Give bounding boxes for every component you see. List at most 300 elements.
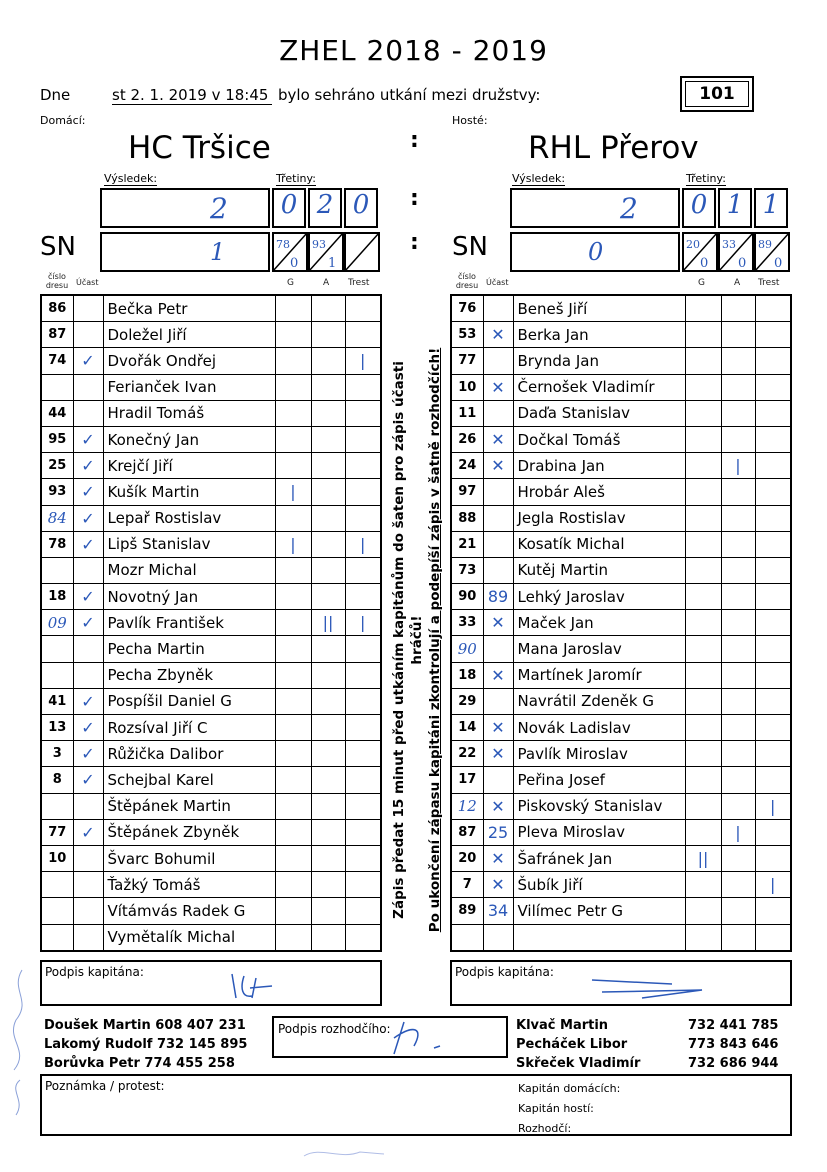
assists-cell[interactable] [311,741,345,767]
assists-cell[interactable] [311,793,345,819]
player-name[interactable]: Novotný Jan [103,584,275,610]
penalty-cell[interactable] [345,426,381,452]
penalty-cell[interactable]: | [345,531,381,557]
attendance-mark[interactable]: ✓ [73,584,103,610]
player-number[interactable]: 18 [41,584,73,610]
player-number[interactable]: 93 [41,479,73,505]
penalty-cell[interactable] [755,557,791,583]
player-name[interactable]: Štěpánek Martin [103,793,275,819]
player-name[interactable]: Krejčí Jiří [103,453,275,479]
attendance-mark[interactable] [73,845,103,871]
assists-cell[interactable]: || [311,610,345,636]
goals-cell[interactable] [275,767,311,793]
goals-cell[interactable] [275,322,311,348]
goals-cell[interactable] [275,584,311,610]
penalty-cell[interactable]: | [345,348,381,374]
player-name[interactable]: Kosatík Michal [513,531,685,557]
goals-cell[interactable] [685,557,721,583]
player-name[interactable]: Kušík Martin [103,479,275,505]
assists-cell[interactable] [721,557,755,583]
assists-cell[interactable] [721,662,755,688]
goals-cell[interactable] [275,688,311,714]
player-name[interactable]: Pospíšil Daniel G [103,688,275,714]
assists-cell[interactable] [311,453,345,479]
goals-cell[interactable] [275,924,311,951]
player-number[interactable]: 14 [451,715,483,741]
attendance-mark[interactable]: ✓ [73,688,103,714]
assists-cell[interactable] [721,348,755,374]
goals-cell[interactable] [275,505,311,531]
player-name[interactable]: Pavlík František [103,610,275,636]
player-number[interactable]: 90 [451,584,483,610]
penalty-cell[interactable] [755,688,791,714]
attendance-mark[interactable] [483,295,513,322]
player-number[interactable]: 77 [41,819,73,845]
player-number[interactable]: 41 [41,688,73,714]
goals-cell[interactable] [685,819,721,845]
player-number[interactable] [41,898,73,924]
penalty-cell[interactable] [345,322,381,348]
goals-cell[interactable] [685,505,721,531]
goals-cell[interactable]: | [275,479,311,505]
player-number[interactable]: 17 [451,767,483,793]
goals-cell[interactable] [275,400,311,426]
penalty-cell[interactable] [345,741,381,767]
player-number[interactable]: 20 [451,845,483,871]
assists-cell[interactable] [721,845,755,871]
assists-cell[interactable] [311,924,345,951]
attendance-mark[interactable]: ✓ [73,715,103,741]
player-number[interactable] [451,924,483,951]
player-name[interactable]: Vymětalík Michal [103,924,275,951]
goals-cell[interactable] [275,793,311,819]
player-number[interactable] [41,636,73,662]
attendance-mark[interactable] [483,924,513,951]
goals-cell[interactable] [685,531,721,557]
goals-cell[interactable] [685,453,721,479]
goals-cell[interactable] [275,819,311,845]
penalty-cell[interactable] [755,715,791,741]
attendance-mark[interactable] [483,400,513,426]
attendance-mark[interactable]: ✓ [73,767,103,793]
player-number[interactable]: 11 [451,400,483,426]
player-number[interactable]: 86 [41,295,73,322]
player-name[interactable]: Kutěj Martin [513,557,685,583]
assists-cell[interactable] [721,688,755,714]
player-number[interactable]: 7 [451,872,483,898]
attendance-mark[interactable]: ✕ [483,426,513,452]
player-name[interactable]: Konečný Jan [103,426,275,452]
player-number[interactable]: 73 [451,557,483,583]
player-name[interactable]: Martínek Jaromír [513,662,685,688]
assists-cell[interactable]: | [721,819,755,845]
penalty-cell[interactable] [755,898,791,924]
penalty-cell[interactable] [755,610,791,636]
assists-cell[interactable] [311,819,345,845]
assists-cell[interactable] [311,505,345,531]
assists-cell[interactable] [311,584,345,610]
attendance-mark[interactable] [483,348,513,374]
goals-cell[interactable] [685,584,721,610]
player-name[interactable]: Švarc Bohumil [103,845,275,871]
player-name[interactable]: Ťažký Tomáš [103,872,275,898]
player-number[interactable]: 84 [41,505,73,531]
penalty-cell[interactable] [755,453,791,479]
player-name[interactable]: Maček Jan [513,610,685,636]
penalty-cell[interactable] [755,636,791,662]
attendance-mark[interactable]: ✓ [73,819,103,845]
assists-cell[interactable] [721,767,755,793]
penalty-cell[interactable] [755,400,791,426]
player-number[interactable]: 77 [451,348,483,374]
player-number[interactable]: 53 [451,322,483,348]
player-number[interactable]: 74 [41,348,73,374]
attendance-mark[interactable]: ✕ [483,715,513,741]
attendance-mark[interactable] [73,793,103,819]
attendance-mark[interactable]: ✓ [73,453,103,479]
goals-cell[interactable] [275,610,311,636]
goals-cell[interactable] [685,688,721,714]
player-number[interactable]: 21 [451,531,483,557]
attendance-mark[interactable]: ✓ [73,479,103,505]
player-number[interactable]: 26 [451,426,483,452]
player-number[interactable]: 25 [41,453,73,479]
goals-cell[interactable] [685,662,721,688]
player-name[interactable]: Lipš Stanislav [103,531,275,557]
attendance-mark[interactable]: ✕ [483,322,513,348]
player-name[interactable]: Mozr Michal [103,557,275,583]
penalty-cell[interactable] [345,793,381,819]
player-name[interactable]: Černošek Vladimír [513,374,685,400]
player-name[interactable]: Beneš Jiří [513,295,685,322]
player-name[interactable]: Šubík Jiří [513,872,685,898]
assists-cell[interactable] [721,426,755,452]
attendance-mark[interactable] [73,295,103,322]
assists-cell[interactable] [721,610,755,636]
attendance-mark[interactable]: ✕ [483,872,513,898]
goals-cell[interactable] [275,898,311,924]
goals-cell[interactable] [685,793,721,819]
penalty-cell[interactable] [345,898,381,924]
player-number[interactable]: 10 [41,845,73,871]
goals-cell[interactable] [685,898,721,924]
player-name[interactable]: Hrobár Aleš [513,479,685,505]
player-number[interactable] [41,872,73,898]
goals-cell[interactable] [275,741,311,767]
attendance-mark[interactable]: 25 [483,819,513,845]
home-captain-signature-box[interactable] [40,960,382,1006]
goals-cell[interactable] [685,610,721,636]
goals-cell[interactable] [685,295,721,322]
penalty-cell[interactable] [345,505,381,531]
penalty-cell[interactable] [345,453,381,479]
assists-cell[interactable] [311,531,345,557]
player-name[interactable]: Rozsíval Jiří C [103,715,275,741]
penalty-cell[interactable] [345,767,381,793]
player-name[interactable]: Šafránek Jan [513,845,685,871]
assists-cell[interactable] [311,322,345,348]
goals-cell[interactable] [275,845,311,871]
assists-cell[interactable] [311,898,345,924]
penalty-cell[interactable] [345,924,381,951]
player-name[interactable]: Mana Jaroslav [513,636,685,662]
assists-cell[interactable] [311,400,345,426]
goals-cell[interactable] [275,872,311,898]
attendance-mark[interactable] [73,636,103,662]
assists-cell[interactable] [721,531,755,557]
penalty-cell[interactable] [755,531,791,557]
assists-cell[interactable] [311,348,345,374]
player-number[interactable] [41,924,73,951]
attendance-mark[interactable] [483,505,513,531]
attendance-mark[interactable] [73,400,103,426]
assists-cell[interactable] [721,715,755,741]
player-name[interactable]: Daďa Stanislav [513,400,685,426]
assists-cell[interactable] [721,322,755,348]
assists-cell[interactable] [311,845,345,871]
player-number[interactable]: 8 [41,767,73,793]
player-number[interactable] [41,374,73,400]
attendance-mark[interactable]: ✕ [483,845,513,871]
player-name[interactable]: Navrátil Zdeněk G [513,688,685,714]
goals-cell[interactable] [275,453,311,479]
attendance-mark[interactable] [483,557,513,583]
attendance-mark[interactable]: ✕ [483,741,513,767]
goals-cell[interactable] [275,426,311,452]
player-name[interactable]: Piskovský Stanislav [513,793,685,819]
player-name[interactable]: Drabina Jan [513,453,685,479]
penalty-cell[interactable]: | [755,793,791,819]
penalty-cell[interactable] [755,819,791,845]
assists-cell[interactable] [311,374,345,400]
assists-cell[interactable] [721,636,755,662]
goals-cell[interactable] [685,767,721,793]
penalty-cell[interactable] [755,295,791,322]
assists-cell[interactable] [311,767,345,793]
attendance-mark[interactable] [73,322,103,348]
referee-signature-box[interactable] [272,1016,508,1058]
goals-cell[interactable] [685,400,721,426]
player-number[interactable]: 89 [451,898,483,924]
attendance-mark[interactable]: ✕ [483,662,513,688]
penalty-cell[interactable] [755,348,791,374]
goals-cell[interactable] [275,348,311,374]
penalty-cell[interactable] [345,845,381,871]
player-name[interactable]: Pleva Miroslav [513,819,685,845]
assists-cell[interactable] [721,505,755,531]
player-name[interactable]: Lepař Rostislav [103,505,275,531]
goals-cell[interactable] [275,295,311,322]
player-name[interactable]: Novák Ladislav [513,715,685,741]
penalty-cell[interactable] [345,400,381,426]
player-name[interactable]: Jegla Rostislav [513,505,685,531]
penalty-cell[interactable] [755,662,791,688]
player-number[interactable]: 29 [451,688,483,714]
attendance-mark[interactable]: 34 [483,898,513,924]
penalty-cell[interactable] [755,924,791,951]
player-number[interactable]: 95 [41,426,73,452]
attendance-mark[interactable] [483,767,513,793]
goals-cell[interactable] [685,636,721,662]
penalty-cell[interactable] [345,715,381,741]
player-name[interactable]: Vilímec Petr G [513,898,685,924]
assists-cell[interactable] [311,557,345,583]
penalty-cell[interactable] [345,819,381,845]
assists-cell[interactable] [311,715,345,741]
player-name[interactable]: Berka Jan [513,322,685,348]
penalty-cell[interactable] [755,322,791,348]
penalty-cell[interactable]: | [755,872,791,898]
assists-cell[interactable] [311,872,345,898]
assists-cell[interactable] [311,688,345,714]
penalty-cell[interactable] [345,584,381,610]
attendance-mark[interactable] [73,557,103,583]
attendance-mark[interactable] [483,479,513,505]
goals-cell[interactable]: || [685,845,721,871]
penalty-cell[interactable] [755,741,791,767]
assists-cell[interactable] [721,924,755,951]
away-captain-signature-box[interactable] [450,960,792,1006]
assists-cell[interactable] [721,898,755,924]
assists-cell[interactable] [721,741,755,767]
attendance-mark[interactable] [73,872,103,898]
penalty-cell[interactable] [345,636,381,662]
goals-cell[interactable] [685,924,721,951]
player-number[interactable]: 10 [451,374,483,400]
attendance-mark[interactable]: ✕ [483,610,513,636]
attendance-mark[interactable]: ✓ [73,505,103,531]
player-number[interactable]: 09 [41,610,73,636]
player-name[interactable]: Bečka Petr [103,295,275,322]
penalty-cell[interactable] [755,845,791,871]
penalty-cell[interactable] [345,557,381,583]
player-number[interactable]: 13 [41,715,73,741]
goals-cell[interactable] [685,374,721,400]
attendance-mark[interactable] [73,898,103,924]
player-number[interactable]: 76 [451,295,483,322]
attendance-mark[interactable]: ✓ [73,348,103,374]
player-number[interactable]: 18 [451,662,483,688]
assists-cell[interactable] [311,295,345,322]
player-number[interactable]: 87 [41,322,73,348]
penalty-cell[interactable] [345,479,381,505]
player-name[interactable]: Peřina Josef [513,767,685,793]
penalty-cell[interactable] [755,584,791,610]
assists-cell[interactable] [311,662,345,688]
player-name[interactable]: Schejbal Karel [103,767,275,793]
player-name[interactable]: Vítámvás Radek G [103,898,275,924]
player-number[interactable]: 22 [451,741,483,767]
goals-cell[interactable] [685,348,721,374]
player-number[interactable]: 78 [41,531,73,557]
goals-cell[interactable] [685,715,721,741]
player-number[interactable]: 44 [41,400,73,426]
attendance-mark[interactable] [483,636,513,662]
player-number[interactable]: 33 [451,610,483,636]
attendance-mark[interactable] [73,374,103,400]
penalty-cell[interactable] [345,374,381,400]
player-name[interactable]: Dvořák Ondřej [103,348,275,374]
assists-cell[interactable] [721,295,755,322]
player-number[interactable] [41,662,73,688]
goals-cell[interactable] [685,426,721,452]
player-name[interactable]: Hradil Tomáš [103,400,275,426]
player-name[interactable] [513,924,685,951]
player-name[interactable]: Brynda Jan [513,348,685,374]
penalty-cell[interactable] [345,295,381,322]
attendance-mark[interactable]: ✓ [73,531,103,557]
goals-cell[interactable] [275,557,311,583]
attendance-mark[interactable]: ✓ [73,741,103,767]
attendance-mark[interactable] [483,531,513,557]
penalty-cell[interactable] [345,872,381,898]
attendance-mark[interactable] [73,924,103,951]
assists-cell[interactable] [311,426,345,452]
assists-cell[interactable] [311,479,345,505]
penalty-cell[interactable] [755,505,791,531]
assists-cell[interactable] [721,374,755,400]
player-name[interactable]: Pecha Zbyněk [103,662,275,688]
player-number[interactable] [41,793,73,819]
goals-cell[interactable] [275,715,311,741]
attendance-mark[interactable]: ✕ [483,453,513,479]
goals-cell[interactable] [685,872,721,898]
goals-cell[interactable] [275,636,311,662]
goals-cell[interactable]: | [275,531,311,557]
goals-cell[interactable] [275,374,311,400]
player-name[interactable]: Pavlík Miroslav [513,741,685,767]
attendance-mark[interactable]: ✓ [73,426,103,452]
player-name[interactable]: Dočkal Tomáš [513,426,685,452]
assists-cell[interactable] [721,479,755,505]
player-number[interactable]: 3 [41,741,73,767]
player-name[interactable]: Ferianček Ivan [103,374,275,400]
assists-cell[interactable] [721,584,755,610]
penalty-cell[interactable] [755,426,791,452]
attendance-mark[interactable] [73,662,103,688]
goals-cell[interactable] [275,662,311,688]
player-number[interactable]: 97 [451,479,483,505]
player-number[interactable]: 90 [451,636,483,662]
goals-cell[interactable] [685,322,721,348]
goals-cell[interactable] [685,741,721,767]
attendance-mark[interactable]: ✓ [73,610,103,636]
player-number[interactable]: 24 [451,453,483,479]
attendance-mark[interactable]: 89 [483,584,513,610]
attendance-mark[interactable]: ✕ [483,793,513,819]
penalty-cell[interactable] [345,688,381,714]
player-name[interactable]: Doležel Jiří [103,322,275,348]
player-number[interactable]: 88 [451,505,483,531]
penalty-cell[interactable] [755,767,791,793]
assists-cell[interactable]: | [721,453,755,479]
assists-cell[interactable] [721,400,755,426]
assists-cell[interactable] [721,872,755,898]
player-number[interactable]: 87 [451,819,483,845]
penalty-cell[interactable]: | [345,610,381,636]
note-protest-box[interactable] [40,1074,792,1136]
player-name[interactable]: Štěpánek Zbyněk [103,819,275,845]
player-name[interactable]: Pecha Martin [103,636,275,662]
player-number[interactable]: 12 [451,793,483,819]
goals-cell[interactable] [685,479,721,505]
attendance-mark[interactable] [483,688,513,714]
penalty-cell[interactable] [755,374,791,400]
assists-cell[interactable] [311,636,345,662]
player-number[interactable] [41,557,73,583]
penalty-cell[interactable] [755,479,791,505]
assists-cell[interactable] [721,793,755,819]
